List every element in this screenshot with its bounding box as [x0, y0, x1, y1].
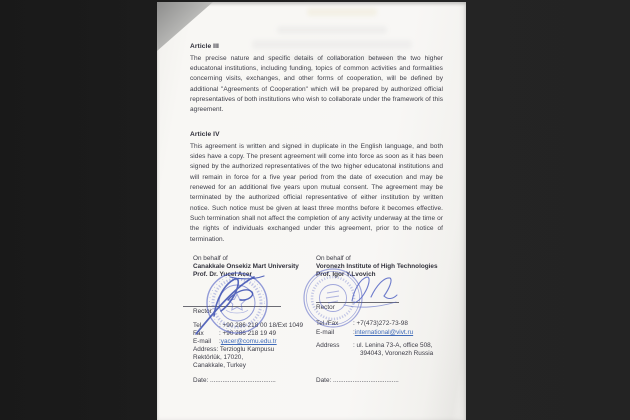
scan-artifact [307, 8, 377, 16]
article-iii-heading: Article III [190, 43, 219, 50]
right-email-row [316, 329, 413, 337]
tel-label: Tel [193, 322, 202, 329]
address-value: : ul. Lenina 73-A, office 508, [353, 342, 433, 349]
telfax-value: : +7(473)272-73-98 [353, 320, 408, 327]
document-page [157, 2, 466, 420]
tel-value: : +90 286 218 00 18/Ext 1049 [219, 322, 304, 329]
right-signatory-block [316, 253, 466, 393]
right-signature-line [316, 302, 399, 303]
right-date-line: Date: ..................................... [316, 377, 399, 384]
left-address-line-2: Rektörlük, 17020, [193, 354, 244, 361]
right-telfax-row [316, 320, 408, 328]
colon-separator: : [219, 338, 221, 345]
left-representative-name: Prof. Dr. Yucel Acer [193, 271, 252, 278]
scan-artifact [252, 40, 412, 49]
fax-label: Fax [193, 330, 204, 337]
right-address-line-2: 394043, Voronezh Russia [360, 350, 434, 357]
right-address-row [316, 342, 432, 350]
left-email-row [193, 338, 277, 346]
left-institution-name: Canakkale Onsekiz Mart University [193, 263, 299, 270]
right-representative-name: Prof. Igor Y.Lvovich [316, 271, 376, 278]
left-address-line-3: Canakkale, Turkey [193, 362, 246, 369]
left-on-behalf-label: On behalf of [193, 255, 228, 262]
colon-separator: : [353, 329, 355, 336]
left-fax-row [193, 330, 276, 338]
right-on-behalf-label: On behalf of [316, 255, 351, 262]
fax-value: : +90 286 218 19 49 [219, 330, 277, 337]
left-signature-line [183, 306, 281, 307]
left-tel-row [193, 322, 303, 330]
article-iii-body: The precise nature and specific details of collaboration between the two higher educatonal institutions, including funding, topics of common activities and formalities concerning visits, exchanges, and other forms of cooperation, will be defined by additional "Agreements of Cooperation" which will be prepared by authorized official representatives of both institutions who wish to collaborate under the framework of this agreement. [190, 54, 443, 114]
left-signatory-block [193, 253, 325, 393]
right-email-link[interactable]: international@vivt.ru [354, 329, 414, 336]
address-label: Address [316, 342, 340, 349]
article-iv-body: This agreement is written and signed in duplicate in the English language, and both sides have a copy. The present agreement will come into force as soon as it has been signed by the authorized representatives of the two higher educatonal institutions and will remain in force for a five year period from the date of execution and may be renewed for an additional five years upon mutual consent. The agreement may be terminated by the authorized official representative of either institution by written notice. Such notice must be given at least three months before it becomes effective. Such termination shall not affect the completion of any activity underway at the time or the rights of individuals exchanged under this agreement, prior to the notice of termination. [190, 142, 443, 243]
left-email-link[interactable]: yacer@comu.edu.tr [220, 338, 277, 345]
telfax-label: Tel./Fax [316, 320, 339, 327]
email-label: E-mail [193, 338, 212, 345]
left-date-line: Date: ..................................... [193, 377, 276, 384]
email-label: E-mail [316, 329, 335, 336]
right-institution-name: Voronezh Institute of High Technologies [316, 263, 438, 270]
right-title-label: Rector [316, 304, 335, 311]
scan-artifact [277, 26, 387, 34]
left-address-line-1: Address: Terzioglu Kampusu [193, 346, 275, 353]
article-iv-heading: Article IV [190, 131, 220, 138]
left-title-label: Rector [193, 308, 212, 315]
